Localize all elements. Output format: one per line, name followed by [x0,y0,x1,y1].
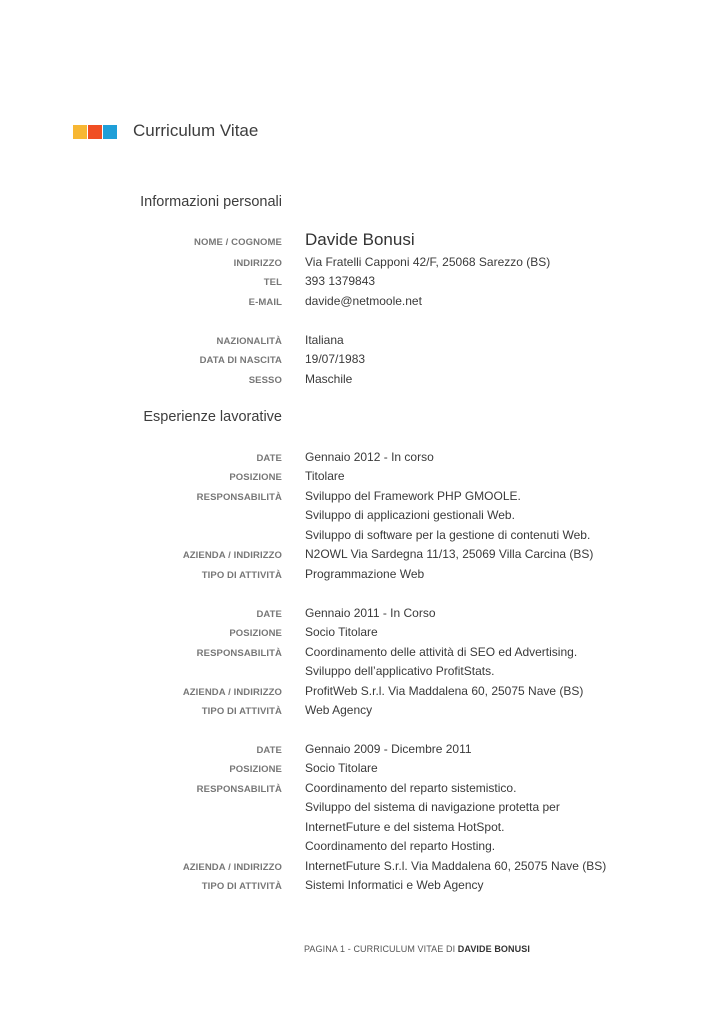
field-label: INDIRIZZO [233,257,282,269]
field-label: TEL [263,277,282,288]
job-date: Gennaio 2012 - In corso [305,449,434,464]
field-row [0,230,724,253]
job-company: N2OWL Via Sardegna 11/13, 25069 Villa Carcina (BS) [305,547,594,561]
job-row [0,702,724,722]
field-label: DATA DI NASCITA [199,355,282,366]
field-label: E-MAIL [248,296,282,308]
job-responsibility: Coordinamento delle attività di SEO ed Advertising. [305,644,578,659]
logo-squares [73,125,117,139]
logo-square-red [88,125,102,139]
field-label: NOME / COGNOME [194,237,282,248]
job-company: InternetFuture S.r.l. Via Maddalena 60, 25075 Nave (BS) [305,858,607,873]
job-row [0,683,724,703]
job-label: POSIZIONE [229,628,282,639]
job-row [0,760,724,780]
job-row [0,877,724,897]
job-label: RESPONSABILITÀ [196,491,282,503]
email-value: davide@netmoole.net [305,293,422,308]
job-label: RESPONSABILITÀ [196,783,282,795]
job-label: TIPO DI ATTIVITÀ [201,881,282,892]
job-row [0,799,724,819]
job-responsibility: Sviluppo del Framework PHP GMOOLE. [305,488,521,503]
field-value: 19/07/1983 [305,352,366,366]
job-row [0,468,724,488]
job-label: DATE [256,452,282,464]
field-value: Italiana [305,332,344,347]
field-value: 393 1379843 [305,274,376,288]
job-responsibility: Coordinamento del reparto sistemistico. [305,780,517,795]
full-name: Davide Bonusi [305,230,415,249]
job-row [0,527,724,547]
job-type: Web Agency [305,703,373,717]
job-date: Gennaio 2011 - In Corso [305,605,436,620]
job-responsibility: Sviluppo di applicazioni gestionali Web. [305,508,515,522]
field-row [0,351,724,371]
field-row [0,332,724,352]
job-date: Gennaio 2009 - Dicembre 2011 [305,741,472,756]
job-responsibility: Coordinamento del reparto Hosting. [305,839,496,853]
job-label: DATE [256,608,282,620]
job-row [0,605,724,625]
field-row [0,293,724,313]
job-row [0,624,724,644]
section-title-experience: Esperienze lavorative [143,409,282,425]
job-label: POSIZIONE [229,472,282,483]
job-label: AZIENDA / INDIRIZZO [182,550,282,561]
job-responsibility: InternetFuture e del sistema HotSpot. [305,819,505,834]
field-row [0,371,724,391]
job-row [0,546,724,566]
job-label: TIPO DI ATTIVITÀ [201,569,282,581]
job-row [0,858,724,878]
job-type: Programmazione Web [305,566,425,581]
job-row [0,644,724,664]
job-row [0,780,724,800]
job-position: Socio Titolare [305,625,378,639]
job-row [0,838,724,858]
job-responsibility: Sviluppo di software per la gestione di contenuti Web. [305,527,591,542]
job-row [0,566,724,586]
job-position: Socio Titolare [305,761,378,775]
job-responsibility: Sviluppo del sistema di navigazione protetta per [305,800,560,814]
field-value: Maschile [305,371,353,386]
job-label: AZIENDA / INDIRIZZO [182,861,282,873]
field-label: NAZIONALITÀ [216,335,282,347]
job-row [0,449,724,469]
job-label: TIPO DI ATTIVITÀ [201,706,282,717]
job-row [0,488,724,508]
footer-prefix: PAGINA 1 - CURRICULUM VITAE DI [304,944,458,954]
page-footer [304,944,530,954]
document-title: Curriculum Vitae [133,121,259,140]
job-responsibility: Sviluppo dell’applicativo ProfitStats. [305,664,495,678]
field-value: Via Fratelli Capponi 42/F, 25068 Sarezzo (BS) [305,254,551,269]
job-label: RESPONSABILITÀ [196,647,282,659]
field-row [0,254,724,274]
job-type: Sistemi Informatici e Web Agency [305,878,484,892]
job-label: AZIENDA / INDIRIZZO [182,686,282,698]
field-row [0,273,724,293]
logo-square-yellow [73,125,87,139]
field-label: SESSO [248,374,282,386]
job-label: POSIZIONE [229,764,282,775]
logo-square-blue [103,125,117,139]
job-position: Titolare [305,469,345,483]
section-title-personal: Informazioni personali [140,194,282,210]
job-company: ProfitWeb S.r.l. Via Maddalena 60, 25075 Nave (BS) [305,683,584,698]
footer-name: DAVIDE BONUSI [457,944,530,954]
job-label: DATE [256,744,282,756]
job-row [0,741,724,761]
job-row [0,663,724,683]
job-row [0,507,724,527]
job-row [0,819,724,839]
